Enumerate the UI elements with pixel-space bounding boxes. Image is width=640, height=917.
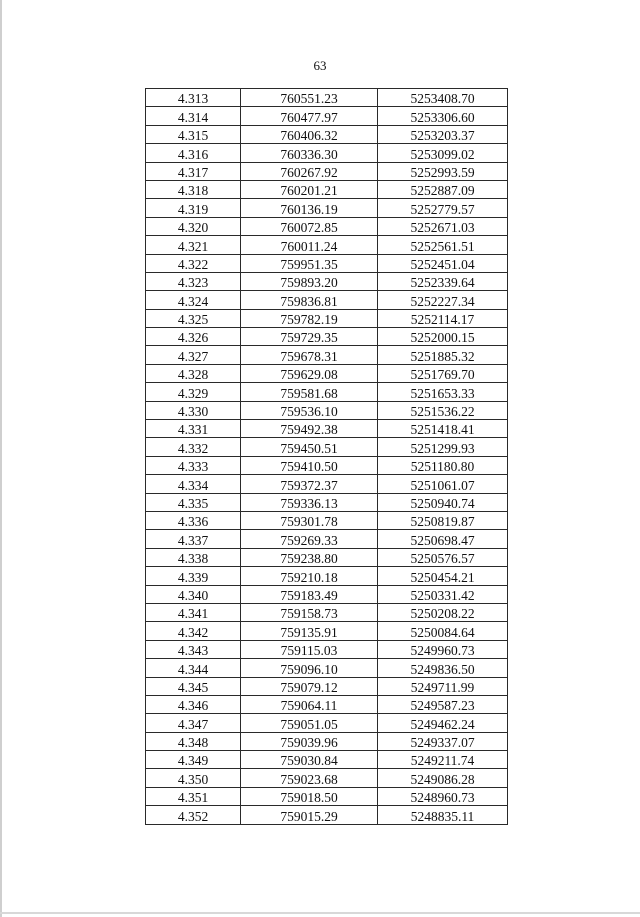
y-coordinate-cell: 5250940.74 xyxy=(378,493,508,511)
point-id-cell: 4.351 xyxy=(146,787,241,805)
y-coordinate-cell: 5250084.64 xyxy=(378,622,508,640)
point-id-cell: 4.317 xyxy=(146,162,241,180)
point-id-cell: 4.332 xyxy=(146,438,241,456)
point-id-cell: 4.316 xyxy=(146,144,241,162)
point-id-cell: 4.343 xyxy=(146,640,241,658)
point-id-cell: 4.339 xyxy=(146,567,241,585)
x-coordinate-cell: 760072.85 xyxy=(241,217,378,235)
x-coordinate-cell: 759183.49 xyxy=(241,585,378,603)
x-coordinate-cell: 760267.92 xyxy=(241,162,378,180)
point-id-cell: 4.324 xyxy=(146,291,241,309)
table-row xyxy=(146,659,508,677)
x-coordinate-cell: 759064.11 xyxy=(241,695,378,713)
x-coordinate-cell: 759269.33 xyxy=(241,530,378,548)
point-id-cell: 4.350 xyxy=(146,769,241,787)
y-coordinate-cell: 5252227.34 xyxy=(378,291,508,309)
point-id-cell: 4.331 xyxy=(146,420,241,438)
point-id-cell: 4.325 xyxy=(146,309,241,327)
y-coordinate-cell: 5249711.99 xyxy=(378,677,508,695)
table-row xyxy=(146,125,508,143)
x-coordinate-cell: 759336.13 xyxy=(241,493,378,511)
point-id-cell: 4.335 xyxy=(146,493,241,511)
x-coordinate-cell: 759051.05 xyxy=(241,714,378,732)
point-id-cell: 4.341 xyxy=(146,603,241,621)
x-coordinate-cell: 759372.37 xyxy=(241,475,378,493)
table-row xyxy=(146,236,508,254)
y-coordinate-cell: 5249462.24 xyxy=(378,714,508,732)
x-coordinate-cell: 760136.19 xyxy=(241,199,378,217)
table-row xyxy=(146,456,508,474)
point-id-cell: 4.323 xyxy=(146,272,241,290)
point-id-cell: 4.340 xyxy=(146,585,241,603)
coordinate-table xyxy=(145,88,508,825)
table-row xyxy=(146,199,508,217)
y-coordinate-cell: 5252779.57 xyxy=(378,199,508,217)
table-row xyxy=(146,254,508,272)
y-coordinate-cell: 5252339.64 xyxy=(378,272,508,290)
table-row xyxy=(146,383,508,401)
table-row xyxy=(146,475,508,493)
y-coordinate-cell: 5252887.09 xyxy=(378,180,508,198)
x-coordinate-cell: 759030.84 xyxy=(241,751,378,769)
table-row xyxy=(146,787,508,805)
point-id-cell: 4.313 xyxy=(146,89,241,107)
table-row xyxy=(146,751,508,769)
table-row xyxy=(146,548,508,566)
table-row xyxy=(146,107,508,125)
point-id-cell: 4.314 xyxy=(146,107,241,125)
table-row xyxy=(146,530,508,548)
table-row xyxy=(146,677,508,695)
x-coordinate-cell: 760201.21 xyxy=(241,180,378,198)
point-id-cell: 4.342 xyxy=(146,622,241,640)
table-row xyxy=(146,714,508,732)
x-coordinate-cell: 759135.91 xyxy=(241,622,378,640)
y-coordinate-cell: 5250819.87 xyxy=(378,511,508,529)
scan-edge-left xyxy=(0,0,2,917)
x-coordinate-cell: 760011.24 xyxy=(241,236,378,254)
x-coordinate-cell: 759629.08 xyxy=(241,364,378,382)
y-coordinate-cell: 5252561.51 xyxy=(378,236,508,254)
y-coordinate-cell: 5250331.42 xyxy=(378,585,508,603)
table-row xyxy=(146,622,508,640)
table-row xyxy=(146,309,508,327)
table-row xyxy=(146,217,508,235)
point-id-cell: 4.329 xyxy=(146,383,241,401)
table-row xyxy=(146,89,508,107)
y-coordinate-cell: 5250576.57 xyxy=(378,548,508,566)
point-id-cell: 4.345 xyxy=(146,677,241,695)
y-coordinate-cell: 5249960.73 xyxy=(378,640,508,658)
point-id-cell: 4.346 xyxy=(146,695,241,713)
x-coordinate-cell: 759079.12 xyxy=(241,677,378,695)
x-coordinate-cell: 759893.20 xyxy=(241,272,378,290)
y-coordinate-cell: 5251418.41 xyxy=(378,420,508,438)
table-row xyxy=(146,162,508,180)
table-row xyxy=(146,346,508,364)
table-row xyxy=(146,732,508,750)
y-coordinate-cell: 5251885.32 xyxy=(378,346,508,364)
x-coordinate-cell: 759039.96 xyxy=(241,732,378,750)
table-row xyxy=(146,438,508,456)
point-id-cell: 4.319 xyxy=(146,199,241,217)
point-id-cell: 4.344 xyxy=(146,659,241,677)
x-coordinate-cell: 759018.50 xyxy=(241,787,378,805)
table-row xyxy=(146,291,508,309)
y-coordinate-cell: 5253306.60 xyxy=(378,107,508,125)
x-coordinate-cell: 759015.29 xyxy=(241,806,378,824)
table-row xyxy=(146,695,508,713)
y-coordinate-cell: 5251536.22 xyxy=(378,401,508,419)
y-coordinate-cell: 5250208.22 xyxy=(378,603,508,621)
table-row xyxy=(146,806,508,824)
point-id-cell: 4.348 xyxy=(146,732,241,750)
y-coordinate-cell: 5248835.11 xyxy=(378,806,508,824)
table-row xyxy=(146,272,508,290)
x-coordinate-cell: 759096.10 xyxy=(241,659,378,677)
table-row xyxy=(146,603,508,621)
y-coordinate-cell: 5252671.03 xyxy=(378,217,508,235)
x-coordinate-cell: 760477.97 xyxy=(241,107,378,125)
table-row xyxy=(146,420,508,438)
x-coordinate-cell: 759238.80 xyxy=(241,548,378,566)
x-coordinate-cell: 759536.10 xyxy=(241,401,378,419)
point-id-cell: 4.321 xyxy=(146,236,241,254)
x-coordinate-cell: 759115.03 xyxy=(241,640,378,658)
x-coordinate-cell: 759951.35 xyxy=(241,254,378,272)
y-coordinate-cell: 5248960.73 xyxy=(378,787,508,805)
y-coordinate-cell: 5253203.37 xyxy=(378,125,508,143)
table-row xyxy=(146,493,508,511)
y-coordinate-cell: 5249337.07 xyxy=(378,732,508,750)
y-coordinate-cell: 5252000.15 xyxy=(378,328,508,346)
table-row xyxy=(146,144,508,162)
table-row xyxy=(146,511,508,529)
y-coordinate-cell: 5251769.70 xyxy=(378,364,508,382)
y-coordinate-cell: 5249587.23 xyxy=(378,695,508,713)
point-id-cell: 4.320 xyxy=(146,217,241,235)
x-coordinate-cell: 759023.68 xyxy=(241,769,378,787)
y-coordinate-cell: 5249211.74 xyxy=(378,751,508,769)
point-id-cell: 4.336 xyxy=(146,511,241,529)
x-coordinate-cell: 760406.32 xyxy=(241,125,378,143)
point-id-cell: 4.352 xyxy=(146,806,241,824)
point-id-cell: 4.334 xyxy=(146,475,241,493)
x-coordinate-cell: 759158.73 xyxy=(241,603,378,621)
point-id-cell: 4.330 xyxy=(146,401,241,419)
point-id-cell: 4.318 xyxy=(146,180,241,198)
point-id-cell: 4.349 xyxy=(146,751,241,769)
point-id-cell: 4.327 xyxy=(146,346,241,364)
x-coordinate-cell: 759729.35 xyxy=(241,328,378,346)
y-coordinate-cell: 5252114.17 xyxy=(378,309,508,327)
point-id-cell: 4.328 xyxy=(146,364,241,382)
point-id-cell: 4.326 xyxy=(146,328,241,346)
y-coordinate-cell: 5251180.80 xyxy=(378,456,508,474)
x-coordinate-cell: 759301.78 xyxy=(241,511,378,529)
y-coordinate-cell: 5253408.70 xyxy=(378,89,508,107)
y-coordinate-cell: 5249086.28 xyxy=(378,769,508,787)
table-row xyxy=(146,364,508,382)
x-coordinate-cell: 759581.68 xyxy=(241,383,378,401)
y-coordinate-cell: 5252451.04 xyxy=(378,254,508,272)
x-coordinate-cell: 759210.18 xyxy=(241,567,378,585)
y-coordinate-cell: 5251653.33 xyxy=(378,383,508,401)
y-coordinate-cell: 5253099.02 xyxy=(378,144,508,162)
point-id-cell: 4.315 xyxy=(146,125,241,143)
y-coordinate-cell: 5250454.21 xyxy=(378,567,508,585)
x-coordinate-cell: 760336.30 xyxy=(241,144,378,162)
table-row xyxy=(146,585,508,603)
table-row xyxy=(146,180,508,198)
x-coordinate-cell: 759450.51 xyxy=(241,438,378,456)
x-coordinate-cell: 759836.81 xyxy=(241,291,378,309)
x-coordinate-cell: 760551.23 xyxy=(241,89,378,107)
table-row xyxy=(146,769,508,787)
table-row xyxy=(146,640,508,658)
table-row xyxy=(146,567,508,585)
page-number: 63 xyxy=(313,58,327,73)
point-id-cell: 4.337 xyxy=(146,530,241,548)
y-coordinate-cell: 5250698.47 xyxy=(378,530,508,548)
table-row xyxy=(146,401,508,419)
coordinate-table-body xyxy=(146,89,508,825)
point-id-cell: 4.322 xyxy=(146,254,241,272)
point-id-cell: 4.333 xyxy=(146,456,241,474)
point-id-cell: 4.338 xyxy=(146,548,241,566)
y-coordinate-cell: 5249836.50 xyxy=(378,659,508,677)
x-coordinate-cell: 759410.50 xyxy=(241,456,378,474)
x-coordinate-cell: 759492.38 xyxy=(241,420,378,438)
point-id-cell: 4.347 xyxy=(146,714,241,732)
table-row xyxy=(146,328,508,346)
y-coordinate-cell: 5251061.07 xyxy=(378,475,508,493)
scan-edge-bottom xyxy=(0,912,640,914)
x-coordinate-cell: 759782.19 xyxy=(241,309,378,327)
x-coordinate-cell: 759678.31 xyxy=(241,346,378,364)
y-coordinate-cell: 5252993.59 xyxy=(378,162,508,180)
y-coordinate-cell: 5251299.93 xyxy=(378,438,508,456)
